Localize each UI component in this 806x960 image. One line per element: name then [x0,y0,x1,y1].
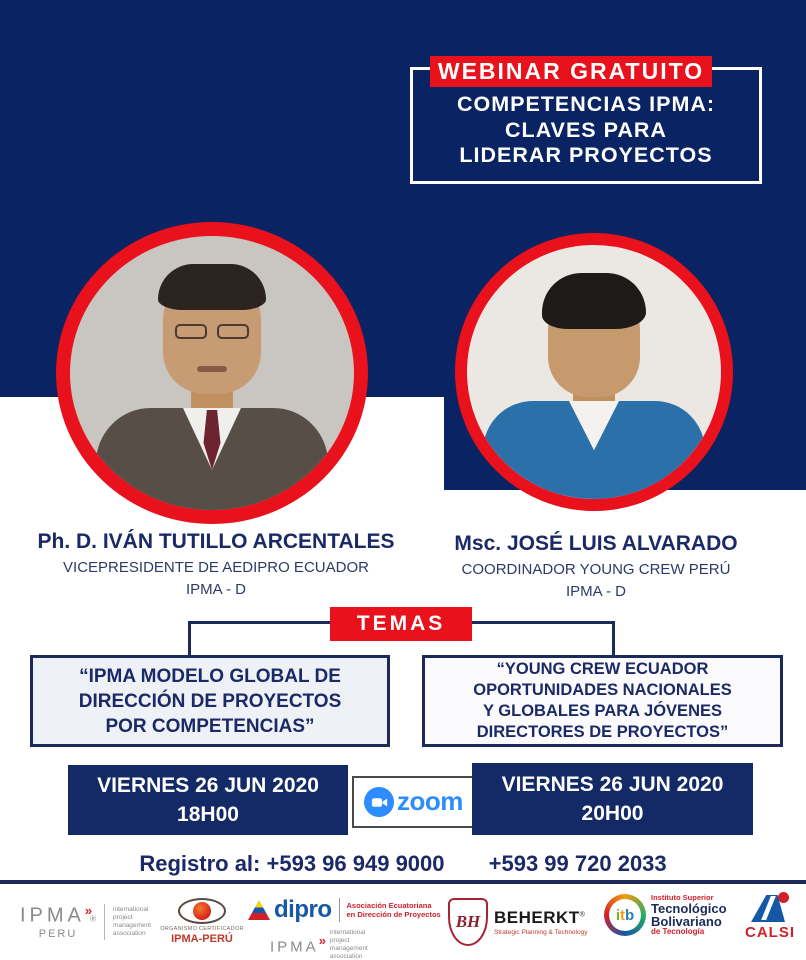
itb-letter: b [625,906,635,924]
blazer-shape [483,401,705,507]
aedipro-a-mark [248,900,270,920]
certificador-line1: ORGANISMO CERTIFICADOR [160,926,244,932]
speaker-cert: IPMA - D [185,581,246,598]
itb-name-text [651,894,727,936]
speaker-name: Msc. JOSÉ LUIS ALVARADO [454,532,738,555]
itb-letter: i [615,906,620,924]
aedipro-wordmark: dipro [274,896,332,923]
topic-line: OPORTUNIDADES NACIONALES [473,681,732,699]
calsi-mark-icon [751,895,789,922]
speaker-photo-left [56,222,368,524]
hair-shape [542,273,646,329]
beherkt-logo [448,898,587,946]
registration-phone-2: +593 99 720 2033 [488,851,667,876]
webinar-banner-label: WEBINAR GRATUITO [437,58,705,84]
shield-icon [448,898,488,946]
divider-rule [0,880,806,884]
registered-mark: ® [90,914,97,924]
assoc-line: management [329,945,368,952]
topic-line: DIRECTORES DE PROYECTOS” [476,723,729,741]
registration-phone-1: +593 96 949 9000 [266,851,445,876]
glasses-icon [217,324,249,339]
topic-line: Y GLOBALES PARA JÓVENES [483,702,722,720]
connector-line [188,621,191,657]
session-box-right [472,763,753,835]
session-time: 18H00 [177,803,239,826]
ipma-country: PERU [38,928,78,941]
zoom-wordmark: zoom [397,785,463,816]
registration-line [0,851,806,877]
itb-line: de Tecnología [651,926,705,936]
suit-shape [96,408,328,520]
zoom-logo [352,776,475,828]
certificador-line2: IPMA-PERÚ [171,933,233,945]
topic-box-left [30,655,390,747]
calsi-wordmark: CALSI [745,924,795,941]
aedipro-description [347,901,441,919]
topic-line: POR COMPETENCIAS” [105,715,315,737]
itb-logo [604,894,727,936]
speaker-role: VICEPRESIDENTE DE AEDIPRO ECUADOR [63,559,369,576]
head-shape [548,283,640,397]
itb-letter: t [620,906,625,924]
chevrons-icon: » [84,903,91,918]
assoc-line: association [113,929,146,937]
session-time: 20H00 [581,802,644,825]
mouth-shape [197,366,227,372]
tie-shape [204,410,221,470]
aedipro-logo [248,896,444,960]
assoc-line: project [329,937,350,944]
ipma-wordmark: IPMA [20,904,85,927]
temas-badge [330,607,472,641]
topic-line: “YOUNG CREW ECUADOR [496,660,709,678]
topic-box-right [422,655,783,747]
speaker-name: Ph. D. IVÁN TUTILLO ARCENTALES [37,530,395,553]
speaker-photo-right [455,233,733,511]
eye-icon [178,898,226,924]
ipma-peru-logo [20,903,151,940]
connector-line [188,621,330,624]
shield-monogram: BH [455,912,481,931]
head-shape [163,272,261,394]
glasses-icon [175,324,207,339]
assoc-line: international [329,929,366,936]
itb-ring-icon [604,894,646,936]
beherkt-wordmark: BEHERKT [494,908,580,927]
assoc-line: international [113,905,149,913]
iris-shape [193,902,211,920]
registration-label: Registro al: [139,851,261,876]
topic-line: “IPMA MODELO GLOBAL DE [79,665,341,687]
speaker-caption-left [0,530,432,598]
temas-label: TEMAS [356,612,446,635]
assoc-line: project [113,913,133,921]
ipma-association-text [330,929,368,960]
title-line: COMPETENCIAS IPMA: [456,92,716,116]
divider-line [339,898,340,922]
organismo-certificador-logo [160,898,244,945]
connector-line [472,621,615,624]
calsi-logo [742,895,798,941]
title-line: LIDERAR PROYECTOS [459,143,713,167]
chevrons-icon: » [318,933,324,949]
assoc-line: association [329,953,363,960]
speaker-role: COORDINADOR YOUNG CREW PERÚ [461,561,731,578]
divider-line [104,904,105,940]
webinar-title [410,92,762,169]
beherkt-tagline: Strategic Planning & Technology [494,929,588,936]
hair-shape [158,264,266,310]
zoom-camera-icon [364,787,394,817]
desc-line: Asociación Ecuatoriana [346,901,432,910]
speaker-photo-left-illustration [70,236,354,510]
speaker-caption-right [400,532,792,600]
desc-line: en Dirección de Proyectos [346,910,441,919]
webinar-banner [430,56,712,87]
speaker-cert: IPMA - D [565,583,626,600]
itb-line: Tecnológico [651,900,727,916]
topic-line: DIRECCIÓN DE PROYECTOS [78,690,342,712]
itb-monogram [609,899,641,931]
assoc-line: management [113,921,151,929]
shirt-shape [569,401,619,457]
ipma-association-text [113,906,151,938]
session-date: VIERNES 26 JUN 2020 [501,773,724,796]
session-date: VIERNES 26 JUN 2020 [97,774,319,797]
session-box-left [68,765,348,835]
ipma-wordmark: IPMA [270,938,319,956]
speaker-photo-right-illustration [467,245,721,499]
calsi-dot-shape [778,892,789,903]
itb-line: Bolivariano [651,913,722,929]
itb-line: Instituto Superior [651,893,714,903]
title-line: CLAVES PARA [505,117,667,142]
connector-line [612,621,615,657]
registered-mark: ® [579,911,585,919]
